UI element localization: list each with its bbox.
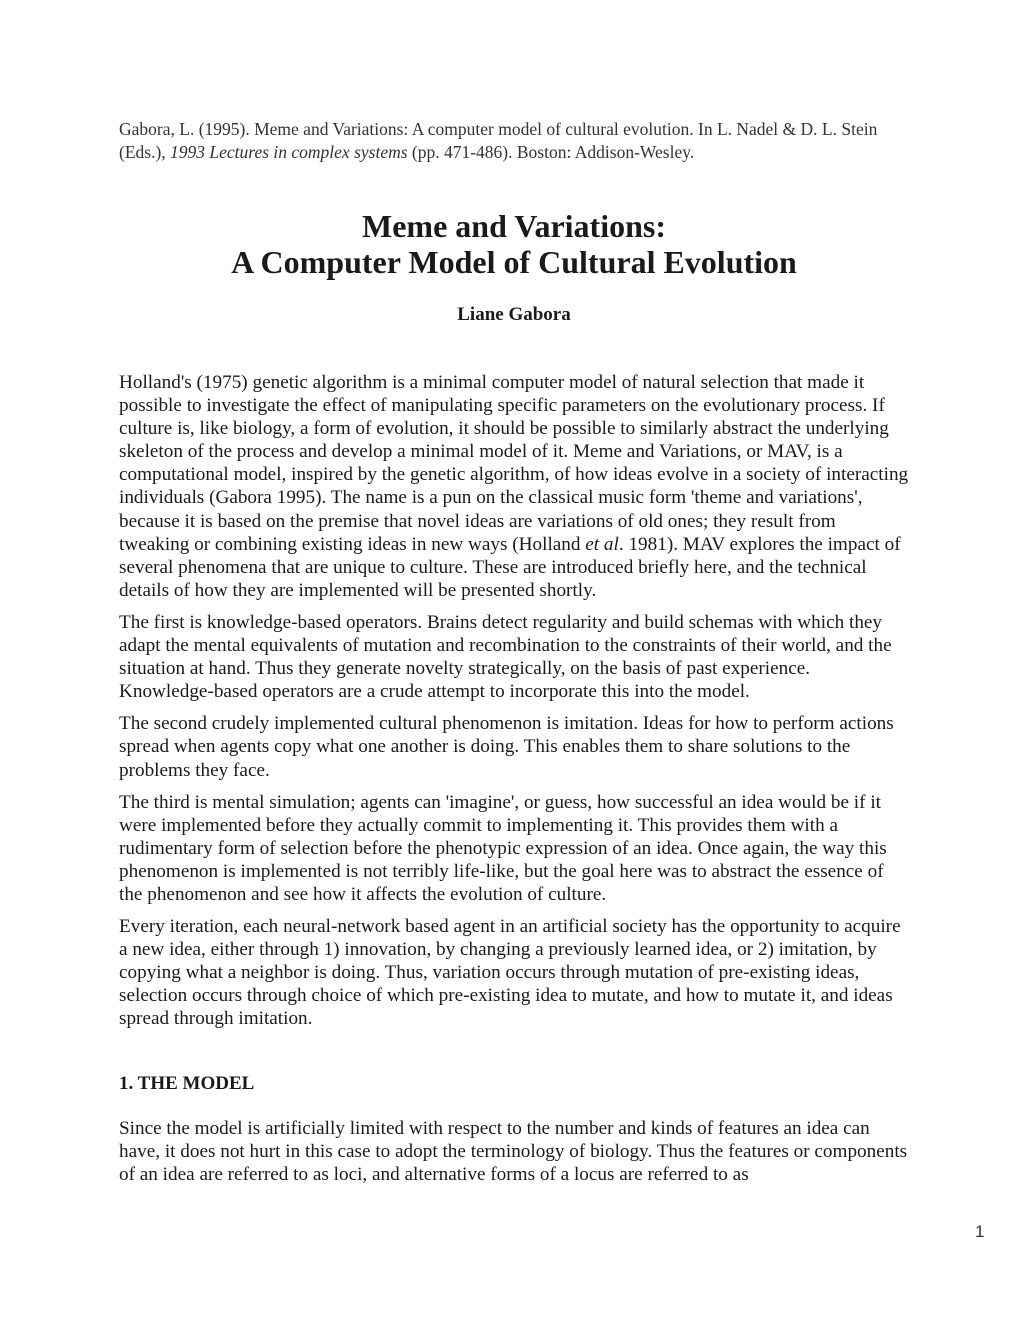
citation bbox=[119, 118, 909, 164]
paragraph-2: The first is knowledge-based operators. Brains detect regularity and build schemas with which they adapt the mental equivalents of mutation and recombination to the constraints of their world, and the situation at hand. Thus they generate novelty strategically, on the basis of past experience. Knowledge-based operators are a crude attempt to incorporate this into the model. bbox=[119, 611, 892, 703]
paper-title-line-1: Meme and Variations: bbox=[362, 208, 666, 244]
paper-title bbox=[119, 208, 909, 280]
paragraph-3: The second crudely implemented cultural phenomenon is imitation. Ideas for how to perform actions spread when agents copy what one another is doing. This enables them to share solutions to the problems they face. bbox=[119, 713, 894, 781]
paragraph-1-text-end: . 1981). MAV explores the impact of several phenomena that are unique to culture. These are introduced briefly here, and the technical details of how they are implemented will be presented shortly. bbox=[119, 533, 901, 601]
paragraph-1-text: Holland's (1975) genetic algorithm is a minimal computer model of natural selection that made it possible to investigate the effect of manipulating specific parameters on the evolutionary process. If culture is, like biology, a form of evolution, it should be possible to similarly abstract the underlying skeleton of the process and develop a minimal model of it. Meme and Variations, or MAV, is a computational model, inspired by the genetic algorithm, of how ideas evolve in a society of interacting individuals (Gabora 1995). The name is a pun on the classical music form 'theme and variations', because it is based on the premise that novel ideas are variations of old ones; they result from tweaking or combining existing ideas in new ways (Holland bbox=[119, 372, 909, 555]
paragraph-4: The third is mental simulation; agents can 'imagine', or guess, how successful an idea would be if it were implemented before they actually commit to implementing it. This provides them with a rudimentary form of selection before the phenotypic expression of an idea. Once again, the way this phenomenon is implemented is not terribly life-like, but the goal here was to abstract the essence of the phenomenon and see how it affects the evolution of culture. bbox=[119, 791, 887, 905]
section-body bbox=[119, 1117, 909, 1186]
paragraph-5: Every iteration, each neural-network based agent in an artificial society has the opportunity to acquire a new idea, either through 1) innovation, by changing a previously learned idea, or 2) imitation, by copying what a neighbor is doing. Thus, variation occurs through mutation of pre-existing ideas, selection occurs through choice of which pre-existing idea to mutate, and how to mutate it, and ideas spread through imitation. bbox=[119, 916, 901, 1030]
paragraph-1-italic: et al bbox=[585, 533, 619, 555]
paragraph-1 bbox=[119, 371, 909, 602]
citation-publisher: (pp. 471-486). Boston: Addison-Wesley. bbox=[407, 142, 695, 162]
page-number: 1 bbox=[975, 1222, 985, 1241]
section-heading: 1. THE MODEL bbox=[119, 1073, 255, 1094]
author-name: Liane Gabora bbox=[457, 304, 571, 325]
section-paragraph: Since the model is artificially limited with respect to the number and kinds of features an idea can have, it does not hurt in this case to adopt the terminology of biology. Thus the features or components of an idea are referred to as loci, and alternative forms of a locus are referred to as bbox=[119, 1118, 908, 1186]
citation-text: Gabora, L. (1995). Meme and Variations: A computer model of cultural evolution. In L. Nadel & D. L. Stein (Eds.), bbox=[119, 119, 878, 162]
citation-book-title: 1993 Lectures in complex systems bbox=[170, 142, 408, 162]
paper-title-line-2: A Computer Model of Cultural Evolution bbox=[231, 244, 797, 280]
abstract-body bbox=[119, 371, 909, 1040]
